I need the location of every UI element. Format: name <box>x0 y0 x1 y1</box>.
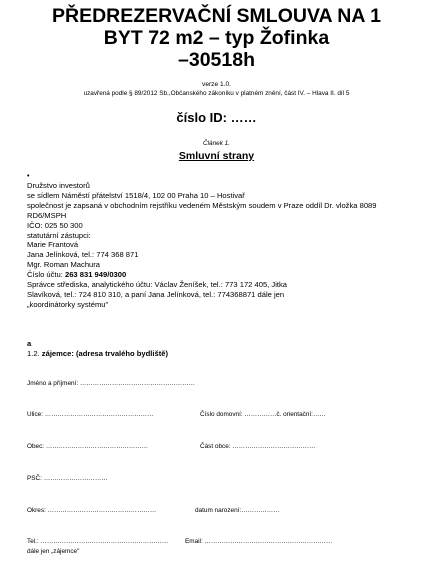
account-label: Číslo účtu: <box>27 270 65 280</box>
house-number-field[interactable]: Číslo domovní: ……………č. orientační:…… <box>200 411 326 418</box>
district-field[interactable]: Okres: …………………………………………… <box>27 507 157 514</box>
contract-id: číslo ID: …… <box>176 110 257 125</box>
party-1-name: Družstvo investorů <box>27 181 90 190</box>
birth-date-field[interactable]: datum narození:……………… <box>195 507 280 514</box>
party-1-registration: společnost je zapsaná v obchodním rejstříku vedeném Městským soudem v Praze oddíl Dr. vložka 8089 RD6/MSPH <box>27 200 377 220</box>
party-1-account <box>27 270 412 280</box>
bullet-marker: • <box>27 173 30 180</box>
conjunction: a <box>27 339 32 348</box>
party-2-heading <box>27 349 168 358</box>
party-2-number: 1.2. <box>27 349 40 358</box>
account-number: 263 831 949/0300 <box>64 270 127 280</box>
party-1-rep-3: Mgr. Roman Machura <box>27 260 101 270</box>
hereinafter-label: dále jen „zájemce" <box>27 548 80 555</box>
title-line-1: PŘEDREZERVAČNÍ SMLOUVA NA 1 <box>51 5 381 27</box>
city-field[interactable]: Obec: ………………………………………… <box>27 443 149 450</box>
party-2-label: zájemce: (adresa trvalého bydliště) <box>41 349 168 358</box>
party-1-admin-line-2: Slavíková, tel.: 724 810 310, a paní Jana Jelínková, tel.: 774368871 dále jen <box>27 289 285 299</box>
party-1-rep-2: Jana Jelínková, tel.: 774 368 871 <box>27 250 139 260</box>
version-label: verze 1.0. <box>202 81 231 88</box>
name-field[interactable]: Jméno a příjmení: ……………………………………………… <box>27 380 195 387</box>
title-line-2: BYT 72 m2 – typ Žofinka <box>103 27 330 49</box>
zip-field[interactable]: PSČ: ………………………… <box>27 475 108 482</box>
party-1-admin-line-1: Správce střediska, analytického účtu: Václav Ženíšek, tel.: 773 172 405, Jitka <box>27 280 288 290</box>
document-title <box>0 5 433 71</box>
party-1-rep-1: Marie Frantová <box>27 240 79 250</box>
party-1-admin-line-3: „koordinátorky systému" <box>27 299 109 309</box>
title-line-3: –30518h <box>178 49 255 71</box>
legal-basis: uzavřená podle § 89/2012 Sb.,Občanského zákoníku v platném znění, část IV. – Hlava II. díl 5 <box>83 90 350 97</box>
party-1-block <box>27 181 412 310</box>
party-1-address: se sídlem Náměstí přátelství 1518/4, 102 00 Praha 10 – Hostivař <box>27 190 245 200</box>
article-number: Článek 1. <box>203 140 230 147</box>
street-field[interactable]: Ulice: …………………………………………… <box>27 411 154 418</box>
party-1-representatives-label: statutární zástupci: <box>27 230 91 240</box>
party-1-ico: IČO: 025 50 300 <box>27 220 83 230</box>
email-field[interactable]: Email: …………………………………………………… <box>185 538 333 545</box>
phone-field[interactable]: Tel.: …………………………………………………… <box>27 538 169 545</box>
city-part-field[interactable]: Část obce: ………………………………… <box>200 443 316 450</box>
section-title: Smluvní strany <box>178 150 255 162</box>
